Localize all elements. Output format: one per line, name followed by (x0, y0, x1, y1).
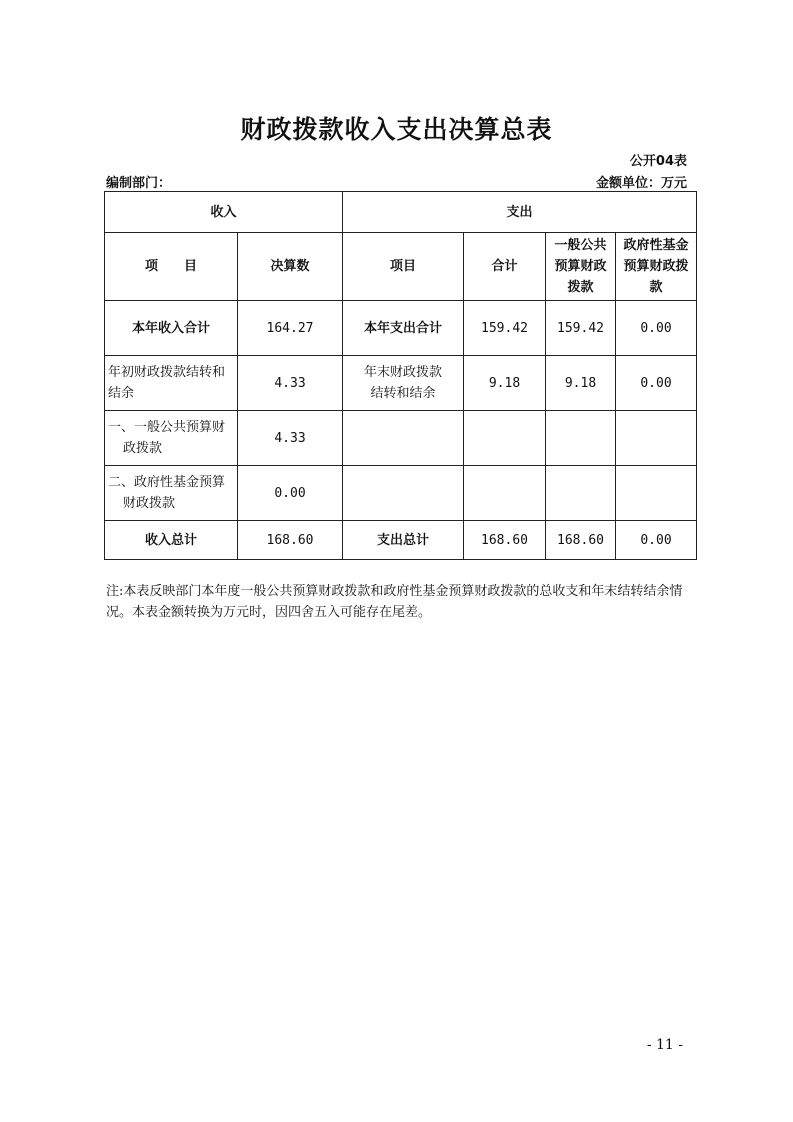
expense-total: 159.42 (464, 301, 546, 356)
table-group-header-row (105, 192, 697, 233)
expense-item: 支出总计 (343, 521, 464, 560)
expense-item (343, 466, 464, 521)
income-header: 收入 (105, 192, 343, 233)
col-header-final: 决算数 (238, 233, 343, 301)
form-number: 公开04表 (629, 154, 687, 169)
income-item: 一、一般公共预算财政拨款 (105, 411, 238, 466)
table-column-header-row (105, 233, 697, 301)
table-row (105, 301, 697, 356)
expense-item: 年末财政拨款结转和结余 (343, 356, 464, 411)
income-item: 二、政府性基金预算财政拨款 (105, 466, 238, 521)
income-value: 4.33 (238, 411, 343, 466)
col-header-gov-fund: 政府性基金预算财政拨款 (616, 233, 697, 301)
table-row (105, 411, 697, 466)
table-row (105, 521, 697, 560)
expense-header: 支出 (343, 192, 697, 233)
expense-total (464, 466, 546, 521)
expense-total: 168.60 (464, 521, 546, 560)
income-item: 年初财政拨款结转和结余 (105, 356, 238, 411)
income-item: 收入总计 (105, 521, 238, 560)
page-number: - 11 - (646, 1037, 683, 1053)
income-value: 0.00 (238, 466, 343, 521)
unit-label: 金额单位：万元 (595, 176, 687, 191)
income-value: 164.27 (238, 301, 343, 356)
col-header-expense-item: 项目 (343, 233, 464, 301)
income-value: 4.33 (238, 356, 343, 411)
col-header-total: 合计 (464, 233, 546, 301)
expense-total: 9.18 (464, 356, 546, 411)
expense-general (546, 466, 616, 521)
expense-item: 本年支出合计 (343, 301, 464, 356)
department-label: 编制部门： (106, 176, 172, 191)
col-header-general-budget: 一般公共预算财政拨款 (546, 233, 616, 301)
expense-gov-fund (616, 411, 697, 466)
income-item: 本年收入合计 (105, 301, 238, 356)
expense-gov-fund (616, 466, 697, 521)
income-value: 168.60 (238, 521, 343, 560)
expense-general: 159.42 (546, 301, 616, 356)
expense-gov-fund: 0.00 (616, 356, 697, 411)
expense-general: 168.60 (546, 521, 616, 560)
table-note: 注:本表反映部门本年度一般公共预算财政拨款和政府性基金预算财政拨款的总收支和年末结转结余情况。本表金额转换为万元时，因四舍五入可能存在尾差。 (106, 584, 683, 620)
expense-gov-fund: 0.00 (616, 301, 697, 356)
budget-summary-table (104, 191, 697, 560)
expense-item (343, 411, 464, 466)
col-header-item: 项 目 (105, 233, 238, 301)
expense-general (546, 411, 616, 466)
table-row (105, 466, 697, 521)
expense-general: 9.18 (546, 356, 616, 411)
expense-gov-fund: 0.00 (616, 521, 697, 560)
table-row (105, 356, 697, 411)
page-title: 财政拨款收入支出决算总表 (240, 115, 553, 144)
expense-total (464, 411, 546, 466)
